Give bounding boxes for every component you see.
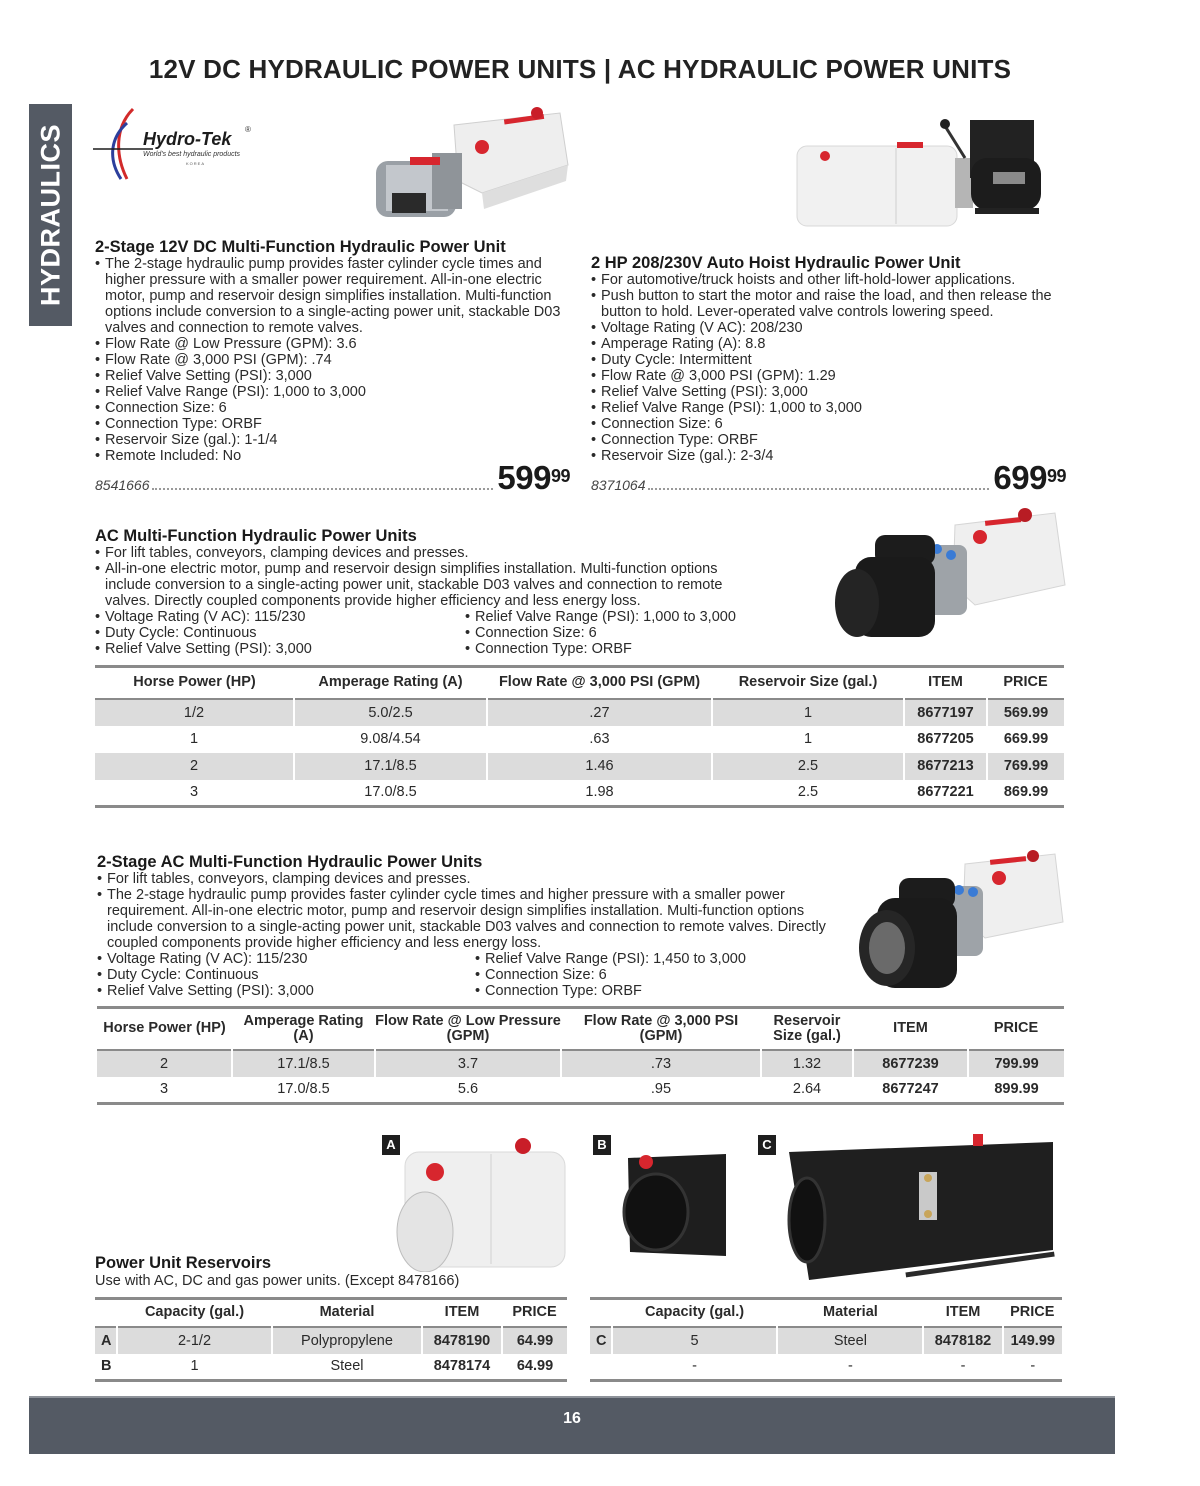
feature-item: • Amperage Rating (A): 8.8 [591,336,1066,352]
feature-item: • For lift tables, conveyors, clamping devices and presses. [95,545,755,561]
specs-right [465,609,765,657]
item-number: 8677221 [904,780,987,807]
column-header: Flow Rate @ Low Pressure (GPM) [375,1012,561,1044]
price: 64.99 [502,1354,567,1381]
price: 569.99 [987,699,1064,726]
section-title: 2-Stage AC Multi-Function Hydraulic Power Units [97,853,483,871]
column-header: PRICE [512,1304,557,1321]
column-header: Material [822,1304,878,1321]
reservoir-c-image [785,1130,1060,1285]
spec-item: • Connection Type: ORBF [465,641,765,657]
specs-right [475,951,775,999]
column-header: ITEM [945,1304,981,1321]
logo-tagline: World's best hydraulic products [143,151,241,158]
column-header: PRICE [993,1020,1039,1037]
item-number: 8677239 [853,1050,968,1077]
feature-item: • The 2-stage hydraulic pump provides faster cylinder cycle times and higher pressure with a smaller power requirement. All-in-one electric motor, pump and reservoir design simplifies installation. Multi-function options include conversion to a single-acting power unit, stackable D03 valves and connection to remote valves. [95,256,565,336]
product-title: 2-Stage 12V DC Multi-Function Hydraulic Power Unit [95,238,506,256]
page-title: 12V DC HYDRAULIC POWER UNITS | AC HYDRAULIC POWER UNITS [148,54,1012,84]
feature-item: • Connection Type: ORBF [95,416,565,432]
section-subtitle: Use with AC, DC and gas power units. (Except 8478166) [95,1273,460,1289]
feature-item: • Connection Size: 6 [591,416,1066,432]
item-number: 8677247 [853,1077,968,1104]
spec-item: • Relief Valve Setting (PSI): 3,000 [97,983,475,999]
feature-item: • The 2-stage hydraulic pump provides faster cylinder cycle times and higher pressure with a smaller power requirement. All-in-one electric motor, pump and reservoir design simplifies installation. Multi-function options include conversion to a single-acting power unit, stackable D03 valves and connection to remote valves. Directly coupled components provide higher efficiency and less energy loss. [97,887,832,951]
leader-dots [152,488,494,490]
feature-item: • Relief Valve Setting (PSI): 3,000 [95,368,565,384]
ac2-power-unit-image [855,848,1065,998]
specs-left [97,951,475,999]
product-features-list [591,272,1066,464]
page-footer [29,1396,1115,1454]
column-header: ITEM [893,1020,928,1037]
spec-item: • Relief Valve Range (PSI): 1,000 to 3,000 [465,609,765,625]
feature-item: • All-in-one electric motor, pump and reservoir design simplifies installation. Multi-function options include conversion to a single-acting power unit, stackable D03 valves and connection to remote valves. Directly coupled components provide higher efficiency and less energy loss. [95,561,755,609]
column-header: Horse Power (HP) [103,1020,226,1037]
feature-item: • Flow Rate @ Low Pressure (GPM): 3.6 [95,336,565,352]
price: $699^{99}$ [993,459,1066,496]
reservoir-b-image [616,1148,731,1260]
column-header: PRICE [1003,674,1048,691]
product-features-list [95,256,565,464]
column-header: Material [319,1304,375,1321]
reservoir-a-image [395,1132,570,1272]
auto-hoist-unit-image [795,108,1055,233]
product-title: 2 HP 208/230V Auto Hoist Hydraulic Power Unit [591,254,961,272]
item-number: 8677213 [904,753,987,780]
column-header: PRICE [1010,1304,1055,1321]
section-tab-label: HYDRAULICS [35,123,65,307]
feature-item: • For automotive/truck hoists and other lift-hold-lower applications. [591,272,1066,288]
feature-item: • Connection Type: ORBF [591,432,1066,448]
feature-item: • Relief Valve Range (PSI): 1,000 to 3,000 [95,384,565,400]
dc-power-unit-image [372,103,572,233]
reservoirs-section [95,1254,459,1289]
section-title: AC Multi-Function Hydraulic Power Units [95,527,417,545]
image-label-a: A [382,1135,400,1155]
spec-item: • Voltage Rating (V AC): 115/230 [97,951,475,967]
section-title: Power Unit Reservoirs [95,1254,272,1272]
price: $599^{99}$ [497,459,570,496]
image-label-b: B [593,1135,611,1155]
column-header: Capacity (gal.) [645,1304,745,1321]
spec-item: • Connection Type: ORBF [475,983,775,999]
feature-item: • Relief Valve Range (PSI): 1,000 to 3,000 [591,400,1066,416]
price: 799.99 [968,1050,1064,1077]
table-row: A 2-1/2 Polypropylene 8478190 64.99 [95,1327,567,1354]
item-number: 8677197 [904,699,987,726]
price: 899.99 [968,1077,1064,1104]
table-row: C 5 Steel 8478182 149.99 [590,1327,1062,1354]
spec-item: • Duty Cycle: Continuous [95,625,465,641]
item-number: 8478182 [923,1327,1002,1354]
feature-item: • Connection Size: 6 [95,400,565,416]
section-tab-hydraulics [29,104,72,326]
item-number: 8541666 [95,477,150,493]
price: 669.99 [987,726,1064,753]
page-number: 16 [563,1410,581,1427]
table-row: 3 17.0/8.5 1.98 2.5 8677221 869.99 [95,780,1064,807]
feature-item: • For lift tables, conveyors, clamping devices and presses. [97,871,832,887]
feature-item: • Duty Cycle: Intermittent [591,352,1066,368]
registered-mark: ® [245,125,251,134]
item-number: 8478174 [422,1354,502,1381]
feature-item: • Relief Valve Setting (PSI): 3,000 [591,384,1066,400]
table-row: B 1 Steel 8478174 64.99 [95,1354,567,1381]
section-features-list [97,871,832,951]
feature-item: • Reservoir Size (gal.): 1-1/4 [95,432,565,448]
ac-power-unit-image [825,505,1075,655]
price: 769.99 [987,753,1064,780]
column-header: Reservoir Size (gal.) [773,1012,841,1044]
item-number: 8478190 [422,1327,502,1354]
table-row: 3 17.0/8.5 5.6 .95 2.64 8677247 899.99 [97,1077,1064,1104]
price: 869.99 [987,780,1064,807]
ac2-units-section [97,853,847,999]
feature-item: • Remote Included: No [95,448,565,464]
feature-item: • Flow Rate @ 3,000 PSI (GPM): .74 [95,352,565,368]
spec-item: • Relief Valve Range (PSI): 1,450 to 3,000 [475,951,775,967]
sku-price-line [95,459,570,496]
feature-item: • Reservoir Size (gal.): 2-3/4 [591,448,1066,464]
table-row: 1/2 5.0/2.5 .27 1 8677197 569.99 [95,699,1064,726]
item-number: 8371064 [591,477,646,493]
table-row: 1 9.08/4.54 .63 1 8677205 669.99 [95,726,1064,753]
table-row: 2 17.1/8.5 3.7 .73 1.32 8677239 799.99 [97,1050,1064,1077]
column-header: ITEM [444,1304,480,1321]
column-header: Flow Rate @ 3,000 PSI (GPM) [583,1012,739,1044]
spec-item: • Connection Size: 6 [465,625,765,641]
column-header: Reservoir Size (gal.) [738,674,878,691]
column-header: Horse Power (HP) [133,674,256,691]
hydro-tek-logo [93,103,258,183]
ac2-units-table [97,1006,1064,1105]
price: 64.99 [502,1327,567,1354]
reservoirs-table-right [590,1297,1062,1382]
ac-units-section [95,527,795,657]
ac-units-table [95,665,1064,808]
column-header: Flow Rate @ 3,000 PSI (GPM) [498,674,701,691]
feature-item: • Voltage Rating (V AC): 208/230 [591,320,1066,336]
specs-left [95,609,465,657]
spec-item: • Connection Size: 6 [475,967,775,983]
spec-item: • Voltage Rating (V AC): 115/230 [95,609,465,625]
column-header: Amperage Rating (A) [318,674,463,691]
table-row: 2 17.1/8.5 1.46 2.5 8677213 769.99 [95,753,1064,780]
leader-dots [648,488,990,490]
logo-country: KOREA [186,161,206,166]
price: 149.99 [1003,1327,1062,1354]
item-number: 8677205 [904,726,987,753]
image-label-c: C [758,1135,776,1155]
column-header: Amperage Rating (A) [243,1012,364,1044]
spec-item: • Duty Cycle: Continuous [97,967,475,983]
feature-item: • Flow Rate @ 3,000 PSI (GPM): 1.29 [591,368,1066,384]
spec-item: • Relief Valve Setting (PSI): 3,000 [95,641,465,657]
column-header: Capacity (gal.) [144,1304,245,1321]
feature-item: • Push button to start the motor and raise the load, and then release the button to hold. Lever-operated valve controls lowering speed. [591,288,1066,320]
logo-brand: Hydro-Tek [143,129,232,149]
section-features-list [95,545,755,609]
table-row: - - - - [590,1354,1062,1381]
sku-price-line [591,459,1066,496]
reservoirs-table-left [95,1297,567,1382]
column-header: ITEM [928,674,963,691]
